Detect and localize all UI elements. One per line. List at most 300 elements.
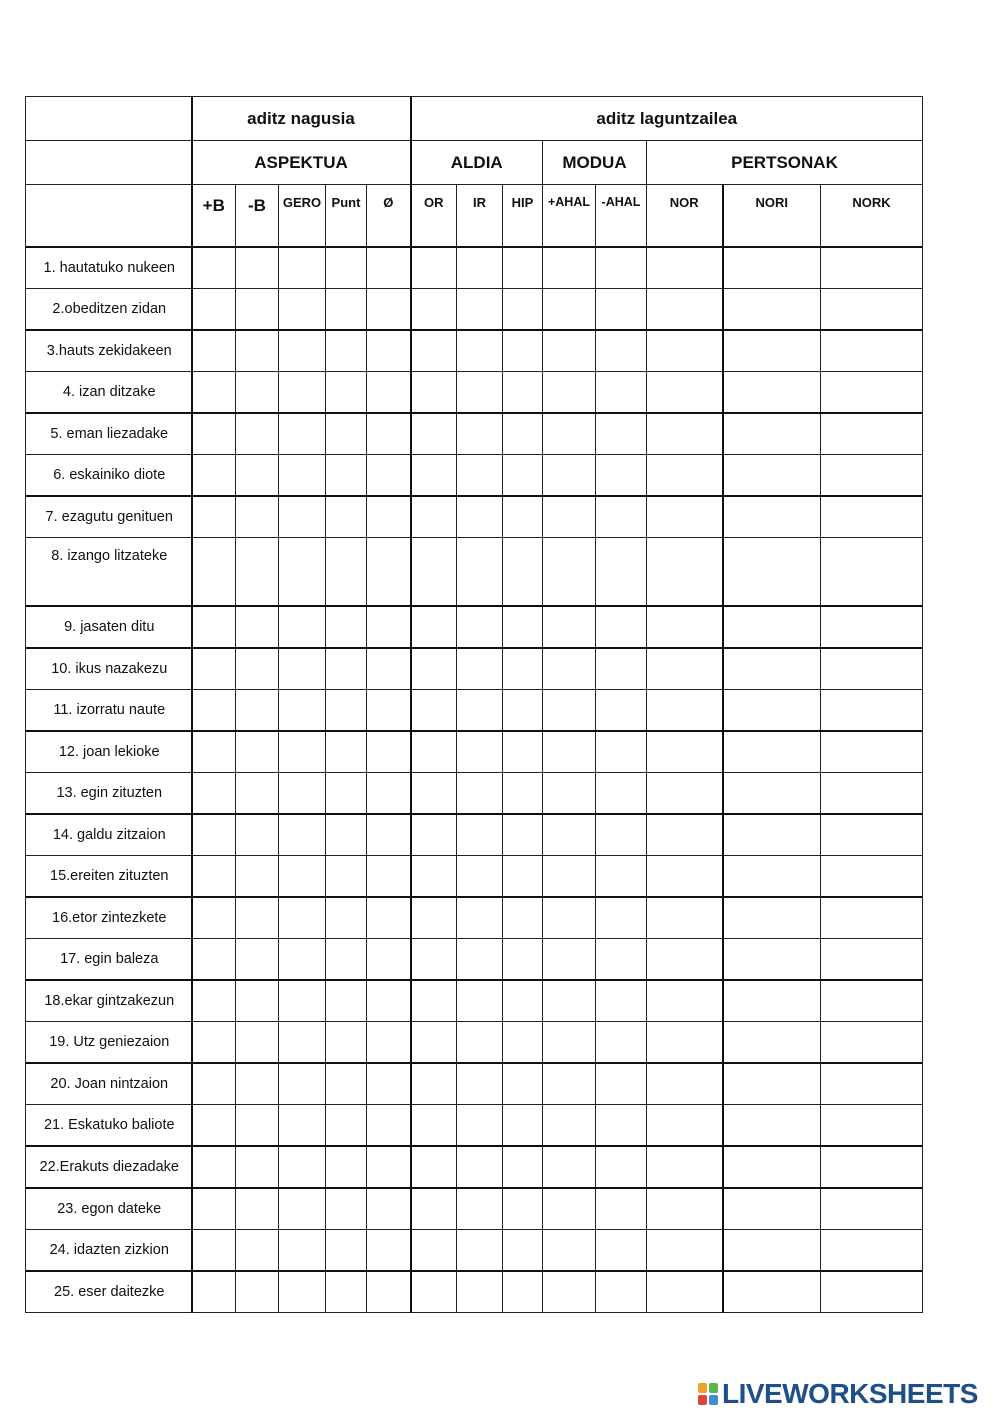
answer-cell[interactable] [723, 897, 821, 939]
answer-cell[interactable] [279, 413, 326, 455]
answer-cell[interactable] [236, 289, 279, 331]
answer-cell[interactable] [647, 980, 723, 1022]
answer-cell[interactable] [192, 289, 236, 331]
answer-cell[interactable] [821, 1271, 923, 1313]
answer-cell[interactable] [279, 1063, 326, 1105]
answer-cell[interactable] [543, 372, 596, 414]
answer-cell[interactable] [279, 648, 326, 690]
answer-cell[interactable] [723, 690, 821, 732]
answer-cell[interactable] [503, 1146, 543, 1188]
answer-cell[interactable] [596, 496, 647, 538]
answer-cell[interactable] [326, 1063, 367, 1105]
answer-cell[interactable] [326, 1271, 367, 1313]
answer-cell[interactable] [543, 1022, 596, 1064]
answer-cell[interactable] [647, 648, 723, 690]
answer-cell[interactable] [457, 1022, 503, 1064]
answer-cell[interactable] [503, 897, 543, 939]
answer-cell[interactable] [723, 814, 821, 856]
answer-cell[interactable] [411, 856, 457, 898]
answer-cell[interactable] [543, 897, 596, 939]
answer-cell[interactable] [192, 1022, 236, 1064]
answer-cell[interactable] [236, 648, 279, 690]
answer-cell[interactable] [821, 897, 923, 939]
answer-cell[interactable] [367, 856, 411, 898]
answer-cell[interactable] [192, 690, 236, 732]
answer-cell[interactable] [543, 731, 596, 773]
answer-cell[interactable] [457, 980, 503, 1022]
answer-cell[interactable] [596, 939, 647, 981]
answer-cell[interactable] [503, 690, 543, 732]
answer-cell[interactable] [279, 856, 326, 898]
answer-cell[interactable] [723, 455, 821, 497]
answer-cell[interactable] [326, 897, 367, 939]
answer-cell[interactable] [192, 1230, 236, 1272]
answer-cell[interactable] [279, 1230, 326, 1272]
answer-cell[interactable] [647, 1271, 723, 1313]
answer-cell[interactable] [192, 606, 236, 648]
answer-cell[interactable] [821, 814, 923, 856]
answer-cell[interactable] [236, 496, 279, 538]
answer-cell[interactable] [723, 980, 821, 1022]
answer-cell[interactable] [457, 648, 503, 690]
answer-cell[interactable] [543, 247, 596, 289]
answer-cell[interactable] [723, 413, 821, 455]
answer-cell[interactable] [503, 455, 543, 497]
answer-cell[interactable] [503, 372, 543, 414]
answer-cell[interactable] [236, 538, 279, 607]
answer-cell[interactable] [503, 939, 543, 981]
answer-cell[interactable] [367, 690, 411, 732]
answer-cell[interactable] [503, 856, 543, 898]
answer-cell[interactable] [647, 773, 723, 815]
answer-cell[interactable] [326, 814, 367, 856]
answer-cell[interactable] [326, 1230, 367, 1272]
answer-cell[interactable] [411, 1188, 457, 1230]
answer-cell[interactable] [457, 814, 503, 856]
answer-cell[interactable] [821, 289, 923, 331]
answer-cell[interactable] [723, 1022, 821, 1064]
answer-cell[interactable] [596, 648, 647, 690]
answer-cell[interactable] [596, 372, 647, 414]
answer-cell[interactable] [411, 1105, 457, 1147]
answer-cell[interactable] [236, 247, 279, 289]
answer-cell[interactable] [367, 1271, 411, 1313]
answer-cell[interactable] [236, 856, 279, 898]
answer-cell[interactable] [326, 1105, 367, 1147]
answer-cell[interactable] [723, 606, 821, 648]
answer-cell[interactable] [236, 1063, 279, 1105]
answer-cell[interactable] [647, 1105, 723, 1147]
answer-cell[interactable] [192, 496, 236, 538]
answer-cell[interactable] [367, 538, 411, 607]
answer-cell[interactable] [236, 1230, 279, 1272]
answer-cell[interactable] [596, 413, 647, 455]
answer-cell[interactable] [503, 773, 543, 815]
answer-cell[interactable] [192, 939, 236, 981]
answer-cell[interactable] [723, 856, 821, 898]
answer-cell[interactable] [543, 1063, 596, 1105]
answer-cell[interactable] [723, 1188, 821, 1230]
answer-cell[interactable] [326, 731, 367, 773]
answer-cell[interactable] [326, 1022, 367, 1064]
answer-cell[interactable] [543, 606, 596, 648]
answer-cell[interactable] [367, 731, 411, 773]
answer-cell[interactable] [192, 1146, 236, 1188]
answer-cell[interactable] [326, 773, 367, 815]
answer-cell[interactable] [647, 247, 723, 289]
answer-cell[interactable] [647, 1022, 723, 1064]
answer-cell[interactable] [647, 856, 723, 898]
answer-cell[interactable] [411, 330, 457, 372]
answer-cell[interactable] [503, 289, 543, 331]
answer-cell[interactable] [596, 897, 647, 939]
answer-cell[interactable] [411, 413, 457, 455]
answer-cell[interactable] [596, 1188, 647, 1230]
answer-cell[interactable] [236, 939, 279, 981]
answer-cell[interactable] [411, 1146, 457, 1188]
answer-cell[interactable] [596, 455, 647, 497]
answer-cell[interactable] [723, 939, 821, 981]
answer-cell[interactable] [236, 1271, 279, 1313]
answer-cell[interactable] [543, 455, 596, 497]
answer-cell[interactable] [326, 606, 367, 648]
answer-cell[interactable] [236, 773, 279, 815]
answer-cell[interactable] [457, 289, 503, 331]
answer-cell[interactable] [457, 538, 503, 607]
answer-cell[interactable] [596, 773, 647, 815]
answer-cell[interactable] [543, 939, 596, 981]
answer-cell[interactable] [543, 773, 596, 815]
answer-cell[interactable] [821, 1230, 923, 1272]
answer-cell[interactable] [543, 648, 596, 690]
answer-cell[interactable] [279, 939, 326, 981]
answer-cell[interactable] [279, 731, 326, 773]
answer-cell[interactable] [596, 731, 647, 773]
answer-cell[interactable] [821, 372, 923, 414]
answer-cell[interactable] [596, 606, 647, 648]
answer-cell[interactable] [367, 1063, 411, 1105]
answer-cell[interactable] [723, 247, 821, 289]
answer-cell[interactable] [236, 1105, 279, 1147]
answer-cell[interactable] [279, 897, 326, 939]
answer-cell[interactable] [192, 1105, 236, 1147]
answer-cell[interactable] [279, 496, 326, 538]
answer-cell[interactable] [326, 413, 367, 455]
answer-cell[interactable] [543, 289, 596, 331]
answer-cell[interactable] [596, 1105, 647, 1147]
answer-cell[interactable] [596, 1271, 647, 1313]
answer-cell[interactable] [367, 330, 411, 372]
answer-cell[interactable] [821, 606, 923, 648]
answer-cell[interactable] [543, 330, 596, 372]
answer-cell[interactable] [821, 980, 923, 1022]
answer-cell[interactable] [279, 455, 326, 497]
answer-cell[interactable] [821, 690, 923, 732]
answer-cell[interactable] [457, 1230, 503, 1272]
answer-cell[interactable] [503, 1063, 543, 1105]
answer-cell[interactable] [367, 980, 411, 1022]
answer-cell[interactable] [279, 1188, 326, 1230]
answer-cell[interactable] [821, 1063, 923, 1105]
answer-cell[interactable] [457, 773, 503, 815]
answer-cell[interactable] [326, 648, 367, 690]
answer-cell[interactable] [367, 372, 411, 414]
answer-cell[interactable] [503, 1105, 543, 1147]
answer-cell[interactable] [411, 1271, 457, 1313]
answer-cell[interactable] [723, 538, 821, 607]
answer-cell[interactable] [503, 413, 543, 455]
answer-cell[interactable] [723, 496, 821, 538]
answer-cell[interactable] [236, 1022, 279, 1064]
answer-cell[interactable] [457, 1146, 503, 1188]
answer-cell[interactable] [367, 1230, 411, 1272]
answer-cell[interactable] [279, 289, 326, 331]
answer-cell[interactable] [411, 1230, 457, 1272]
answer-cell[interactable] [279, 372, 326, 414]
answer-cell[interactable] [279, 606, 326, 648]
answer-cell[interactable] [367, 814, 411, 856]
answer-cell[interactable] [457, 856, 503, 898]
answer-cell[interactable] [457, 1188, 503, 1230]
answer-cell[interactable] [723, 648, 821, 690]
answer-cell[interactable] [647, 538, 723, 607]
answer-cell[interactable] [192, 814, 236, 856]
answer-cell[interactable] [457, 455, 503, 497]
answer-cell[interactable] [367, 1146, 411, 1188]
answer-cell[interactable] [236, 330, 279, 372]
answer-cell[interactable] [236, 1146, 279, 1188]
answer-cell[interactable] [821, 330, 923, 372]
answer-cell[interactable] [647, 1188, 723, 1230]
answer-cell[interactable] [543, 538, 596, 607]
answer-cell[interactable] [503, 538, 543, 607]
answer-cell[interactable] [723, 773, 821, 815]
answer-cell[interactable] [457, 413, 503, 455]
answer-cell[interactable] [503, 648, 543, 690]
answer-cell[interactable] [723, 1271, 821, 1313]
answer-cell[interactable] [411, 773, 457, 815]
answer-cell[interactable] [723, 1105, 821, 1147]
answer-cell[interactable] [326, 330, 367, 372]
answer-cell[interactable] [503, 980, 543, 1022]
answer-cell[interactable] [326, 939, 367, 981]
answer-cell[interactable] [596, 1146, 647, 1188]
answer-cell[interactable] [821, 1146, 923, 1188]
answer-cell[interactable] [647, 1146, 723, 1188]
answer-cell[interactable] [457, 690, 503, 732]
answer-cell[interactable] [367, 1188, 411, 1230]
answer-cell[interactable] [647, 1230, 723, 1272]
answer-cell[interactable] [411, 1063, 457, 1105]
answer-cell[interactable] [457, 330, 503, 372]
answer-cell[interactable] [596, 1063, 647, 1105]
answer-cell[interactable] [543, 1188, 596, 1230]
answer-cell[interactable] [326, 289, 367, 331]
answer-cell[interactable] [279, 690, 326, 732]
answer-cell[interactable] [279, 1105, 326, 1147]
answer-cell[interactable] [457, 1105, 503, 1147]
answer-cell[interactable] [411, 289, 457, 331]
answer-cell[interactable] [647, 372, 723, 414]
answer-cell[interactable] [411, 372, 457, 414]
answer-cell[interactable] [326, 980, 367, 1022]
answer-cell[interactable] [821, 413, 923, 455]
answer-cell[interactable] [596, 980, 647, 1022]
answer-cell[interactable] [192, 538, 236, 607]
answer-cell[interactable] [723, 1063, 821, 1105]
answer-cell[interactable] [503, 1188, 543, 1230]
answer-cell[interactable] [723, 1146, 821, 1188]
answer-cell[interactable] [596, 247, 647, 289]
answer-cell[interactable] [411, 939, 457, 981]
answer-cell[interactable] [647, 606, 723, 648]
answer-cell[interactable] [367, 773, 411, 815]
answer-cell[interactable] [503, 1022, 543, 1064]
answer-cell[interactable] [411, 455, 457, 497]
answer-cell[interactable] [411, 980, 457, 1022]
answer-cell[interactable] [279, 980, 326, 1022]
answer-cell[interactable] [279, 538, 326, 607]
answer-cell[interactable] [367, 897, 411, 939]
answer-cell[interactable] [543, 1271, 596, 1313]
answer-cell[interactable] [236, 413, 279, 455]
answer-cell[interactable] [192, 980, 236, 1022]
answer-cell[interactable] [596, 538, 647, 607]
answer-cell[interactable] [503, 1230, 543, 1272]
answer-cell[interactable] [411, 731, 457, 773]
answer-cell[interactable] [192, 856, 236, 898]
answer-cell[interactable] [543, 690, 596, 732]
answer-cell[interactable] [596, 1022, 647, 1064]
answer-cell[interactable] [192, 731, 236, 773]
answer-cell[interactable] [279, 330, 326, 372]
answer-cell[interactable] [411, 648, 457, 690]
answer-cell[interactable] [192, 1063, 236, 1105]
answer-cell[interactable] [326, 247, 367, 289]
answer-cell[interactable] [367, 1022, 411, 1064]
answer-cell[interactable] [326, 856, 367, 898]
answer-cell[interactable] [821, 538, 923, 607]
answer-cell[interactable] [543, 1105, 596, 1147]
answer-cell[interactable] [326, 496, 367, 538]
answer-cell[interactable] [821, 496, 923, 538]
answer-cell[interactable] [411, 690, 457, 732]
answer-cell[interactable] [236, 897, 279, 939]
answer-cell[interactable] [821, 1105, 923, 1147]
answer-cell[interactable] [457, 606, 503, 648]
answer-cell[interactable] [279, 1146, 326, 1188]
answer-cell[interactable] [821, 247, 923, 289]
answer-cell[interactable] [647, 939, 723, 981]
answer-cell[interactable] [326, 1188, 367, 1230]
answer-cell[interactable] [236, 1188, 279, 1230]
answer-cell[interactable] [543, 1146, 596, 1188]
answer-cell[interactable] [596, 856, 647, 898]
answer-cell[interactable] [596, 690, 647, 732]
answer-cell[interactable] [236, 455, 279, 497]
answer-cell[interactable] [236, 690, 279, 732]
answer-cell[interactable] [411, 1022, 457, 1064]
answer-cell[interactable] [647, 1063, 723, 1105]
answer-cell[interactable] [411, 538, 457, 607]
answer-cell[interactable] [821, 856, 923, 898]
answer-cell[interactable] [723, 1230, 821, 1272]
answer-cell[interactable] [411, 814, 457, 856]
answer-cell[interactable] [457, 1063, 503, 1105]
answer-cell[interactable] [723, 731, 821, 773]
answer-cell[interactable] [503, 731, 543, 773]
answer-cell[interactable] [192, 247, 236, 289]
answer-cell[interactable] [236, 606, 279, 648]
answer-cell[interactable] [457, 897, 503, 939]
answer-cell[interactable] [543, 496, 596, 538]
answer-cell[interactable] [647, 330, 723, 372]
answer-cell[interactable] [457, 1271, 503, 1313]
answer-cell[interactable] [596, 814, 647, 856]
answer-cell[interactable] [821, 731, 923, 773]
answer-cell[interactable] [543, 980, 596, 1022]
answer-cell[interactable] [279, 1022, 326, 1064]
answer-cell[interactable] [192, 1271, 236, 1313]
answer-cell[interactable] [647, 731, 723, 773]
answer-cell[interactable] [503, 606, 543, 648]
answer-cell[interactable] [236, 814, 279, 856]
answer-cell[interactable] [367, 247, 411, 289]
answer-cell[interactable] [723, 330, 821, 372]
answer-cell[interactable] [192, 897, 236, 939]
answer-cell[interactable] [596, 289, 647, 331]
answer-cell[interactable] [503, 496, 543, 538]
answer-cell[interactable] [192, 455, 236, 497]
answer-cell[interactable] [279, 814, 326, 856]
answer-cell[interactable] [457, 372, 503, 414]
answer-cell[interactable] [192, 330, 236, 372]
answer-cell[interactable] [326, 538, 367, 607]
answer-cell[interactable] [821, 648, 923, 690]
answer-cell[interactable] [503, 330, 543, 372]
answer-cell[interactable] [367, 455, 411, 497]
answer-cell[interactable] [457, 247, 503, 289]
answer-cell[interactable] [279, 773, 326, 815]
answer-cell[interactable] [647, 496, 723, 538]
answer-cell[interactable] [503, 1271, 543, 1313]
answer-cell[interactable] [647, 289, 723, 331]
answer-cell[interactable] [457, 731, 503, 773]
answer-cell[interactable] [367, 648, 411, 690]
answer-cell[interactable] [457, 939, 503, 981]
answer-cell[interactable] [821, 455, 923, 497]
answer-cell[interactable] [326, 372, 367, 414]
answer-cell[interactable] [192, 773, 236, 815]
answer-cell[interactable] [596, 330, 647, 372]
answer-cell[interactable] [723, 289, 821, 331]
answer-cell[interactable] [367, 496, 411, 538]
answer-cell[interactable] [411, 496, 457, 538]
answer-cell[interactable] [326, 690, 367, 732]
answer-cell[interactable] [543, 413, 596, 455]
answer-cell[interactable] [236, 980, 279, 1022]
answer-cell[interactable] [411, 897, 457, 939]
answer-cell[interactable] [647, 690, 723, 732]
answer-cell[interactable] [279, 247, 326, 289]
answer-cell[interactable] [279, 1271, 326, 1313]
answer-cell[interactable] [326, 1146, 367, 1188]
answer-cell[interactable] [192, 648, 236, 690]
answer-cell[interactable] [596, 1230, 647, 1272]
answer-cell[interactable] [543, 856, 596, 898]
answer-cell[interactable] [367, 413, 411, 455]
answer-cell[interactable] [543, 1230, 596, 1272]
